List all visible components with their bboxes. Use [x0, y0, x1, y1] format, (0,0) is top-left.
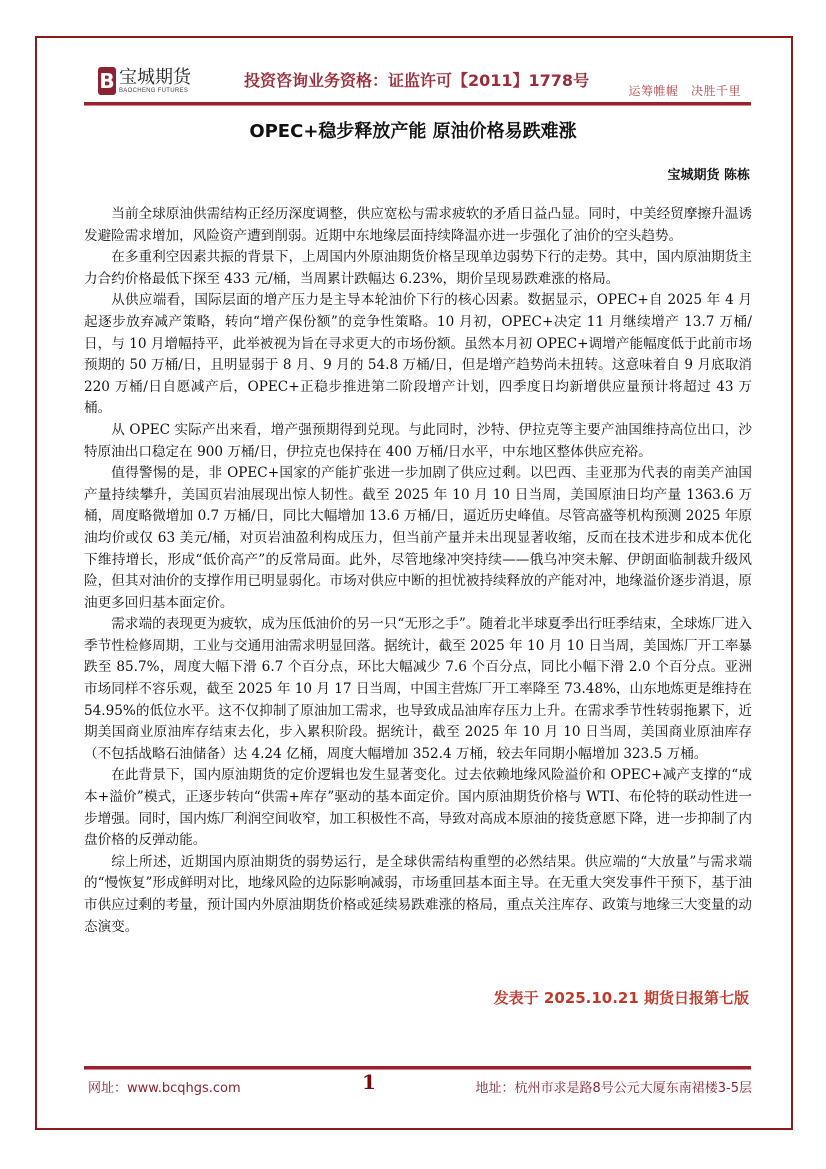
- license-text: 投资咨询业务资格：证监许可【2011】1778号: [244, 71, 590, 90]
- paragraph: 从 OPEC 实际产出来看，增产强预期得到兑现。与此同时，沙特、伊拉克等主要产油国维持高位出口，沙特原油出口稳定在 900 万桶/日，伊拉克也保持在 400 万桶/日水平，中东地区整体供应充裕。: [84, 421, 752, 460]
- header-divider: [84, 102, 751, 106]
- paragraph: 在此背景下，国内原油期货的定价逻辑也发生显著变化。过去依赖地缘风险溢价和 OPEC+减产支撑的“成本+溢价”模式，正逐步转向“供需+库存”驱动的基本面定价。国内原油期货价格与 WTI、布伦特的联动性进一步增强。同时，国内炼厂利润空间收窄，加工积极性不高，导致对高成本原油的接货意愿下降，进一步抑制了内盘价格的反弹动能。: [84, 767, 752, 849]
- article-body: [84, 204, 752, 938]
- paragraph: 综上所述，近期国内原油期货的弱势运行，是全球供需结构重塑的必然结果。供应端的“大放量”与需求端的“慢恢复”形成鲜明对比，地缘风险的边际影响减弱，市场重回基本面主导。在无重大突发事件干预下，基于油市供应过剩的考量，预计国内外原油期货价格或延续易跌难涨的格局，重点关注库存、政策与地缘三大变量的动态演变。: [84, 853, 752, 935]
- paragraph: 需求端的表现更为疲软，成为压低油价的另一只“无形之手”。随着北半球夏季出行旺季结束，全球炼厂进入季节性检修周期，工业与交通用油需求明显回落。据统计，截至 2025 年 10 月 10 日当周，美国炼厂开工率暴跌至 85.7%，周度大幅下滑 6.7 个百分点，环比大幅减少 7.6 个百分点，同比小幅下滑 2.0 个百分点。亚洲市场同样不容乐观，截至 2025 年 10 月 17 日当周，中国主营炼厂开工率降至 73.48%，山东地炼更是维持在 54.95%的低位水平。这不仅抑制了原油加工需求，也导致成品油库存压力上升。在需求季节性转弱拖累下，近期美国商业原油库存结束去化，步入累积阶段。据统计，截至 2025 年 10 月 10 日当周，美国商业原油库存（不包括战略石油储备）达 4.24 亿桶，周度大幅增加 352.4 万桶，较去年同期小幅增加 323.5 万桶。: [84, 616, 752, 762]
- paragraph: 从供应端看，国际层面的增产压力是主导本轮油价下行的核心因素。数据显示，OPEC+自 2025 年 4 月起逐步放弃减产策略，转向“增产保份额”的竞争性策略。10 月初，OPEC+决定 11 月继续增产 13.7 万桶/日，与 10 月增幅持平，此举被视为旨在寻求更大的市场份额。虽然本月初 OPEC+调增产能幅度低于此前市场预期的 50 万桶/日，且明显弱于 8 月、9 月的 54.8 万桶/日，但是增产趋势尚未扭转。这意味着自 9 月底取消 220 万桶/日自愿减产后，OPEC+正稳步推进第二阶段增产计划，四季度日均新增供应量预计将超过 43 万桶。: [84, 292, 752, 417]
- logo-name-en: BAOCHENG FUTURES: [119, 88, 189, 94]
- publication-note: 发表于 2025.10.21 期货日报第七版: [493, 989, 749, 1007]
- paragraph: 值得警惕的是，非 OPEC+国家的产能扩张进一步加剧了供应过剩。以巴西、圭亚那为代表的南美产油国产量持续攀升，美国页岩油展现出惊人韧性。截至 2025 年 10 月 10 日当周，美国原油日均产量 1363.6 万桶，周度略微增加 0.7 万桶/日，同比大幅增加 13.6 万桶/日，逼近历史峰值。尽管高盛等机构预测 2025 年原油均价或仅 63 美元/桶，对页岩油盈利构成压力，但当前产量并未出现显著收缩，反而在技术进步和成本优化下维持增长，形成“低价高产”的反常局面。此外，尽管地缘冲突持续——俄乌冲突未解、伊朗面临制裁升级风险，但其对油价的支撑作用已明显弱化。市场对供应中断的担忧被持续释放的产能对冲，地缘溢价逐步消退，原油更多回归基本面定价。: [84, 465, 752, 611]
- logo-name-cn: 宝城期货: [119, 67, 191, 88]
- footer-website[interactable]: 网址：www.bcqhgs.com: [88, 1081, 241, 1096]
- footer-divider: [84, 1066, 751, 1070]
- company-logo: [98, 67, 191, 95]
- paragraph: 在多重利空因素共振的背景下，上周国内外原油期货价格呈现单边弱势下行的走势。其中，国内原油期货主力合约价格最低下探至 433 元/桶，当周累计跌幅达 6.23%，期价呈现易跌难涨的格局。: [84, 249, 752, 287]
- article-author: 宝城期货 陈栋: [667, 168, 750, 183]
- slogan: 运筹帷幄 决胜千里: [628, 84, 741, 98]
- page-number: 1: [362, 1070, 376, 1094]
- footer-address: 地址：杭州市求是路8号公元大厦东南裙楼3-5层: [475, 1081, 752, 1096]
- article-title: OPEC+稳步释放产能 原油价格易跌难涨: [249, 121, 577, 142]
- logo-icon: B: [99, 69, 115, 93]
- paragraph: 当前全球原油供需结构正经历深度调整，供应宽松与需求疲软的矛盾日益凸显。同时，中美经贸摩擦升温诱发避险需求增加，风险资产遭到削弱。近期中东地缘层面持续降温亦进一步强化了油价的空头趋势。: [84, 206, 752, 244]
